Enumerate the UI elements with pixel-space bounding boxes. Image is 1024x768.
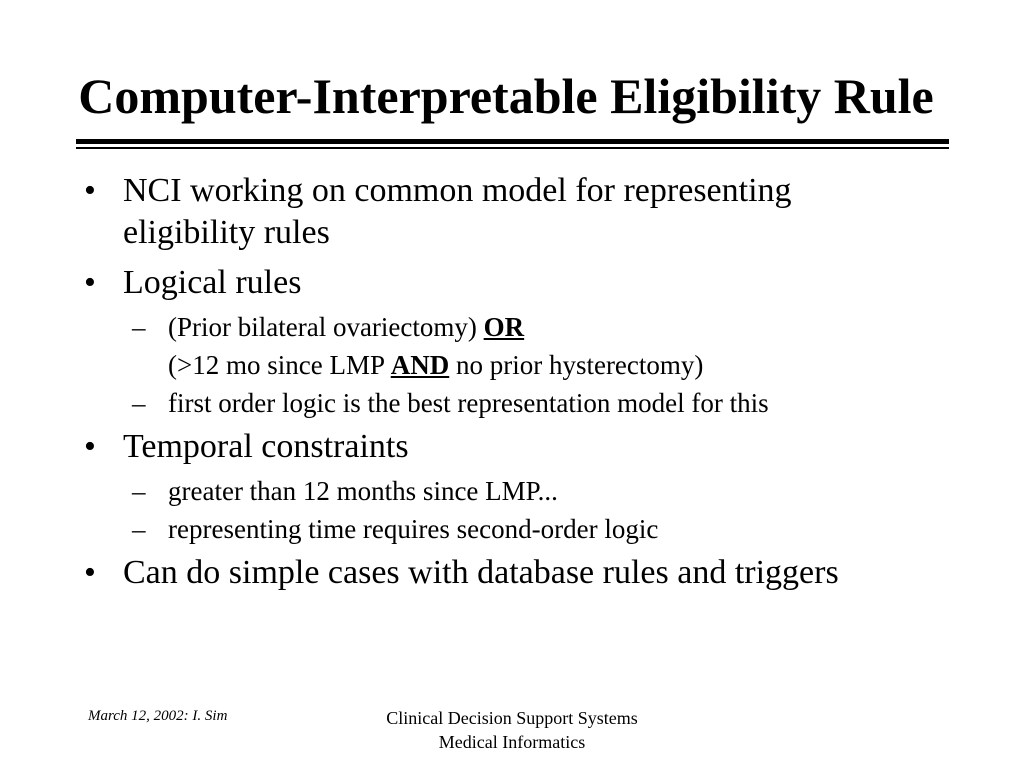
subbullet-text: representing time requires second-order logic <box>168 514 659 544</box>
bullet-nci-model <box>84 170 984 254</box>
title-divider-thick <box>76 139 949 144</box>
operator-and: AND <box>390 350 450 380</box>
bullet-marker: • <box>84 554 96 591</box>
subbullet-marker: – <box>132 388 146 418</box>
bullet-marker: • <box>84 428 96 465</box>
subbullet-ovariectomy-rule-continued <box>84 344 984 386</box>
subbullet-text: greater than 12 months since LMP... <box>168 476 558 506</box>
subbullet-text: no prior hysterectomy) <box>449 350 704 380</box>
bullet-text: Can do simple cases with database rules and triggers <box>123 554 839 591</box>
title-divider-thin <box>76 147 949 149</box>
footer-course <box>352 706 672 754</box>
operator-or: OR <box>483 312 525 342</box>
subbullet-twelve-months <box>84 470 984 512</box>
footer-date-author: March 12, 2002: I. Sim <box>88 708 228 724</box>
subbullet-marker: – <box>132 312 146 342</box>
footer-course-subtitle: Medical Informatics <box>438 732 586 752</box>
footer-course-title: Clinical Decision Support Systems <box>386 708 638 728</box>
subbullet-marker: – <box>132 476 146 506</box>
slide-title: Computer-Interpretable Eligibility Rule <box>78 68 934 124</box>
bullet-temporal-constraints <box>84 426 984 468</box>
subbullet-second-order-logic <box>84 508 984 550</box>
bullet-logical-rules <box>84 262 984 304</box>
subbullet-ovariectomy-rule <box>84 306 984 348</box>
bullet-text: Logical rules <box>123 264 302 301</box>
bullet-marker: • <box>84 172 96 209</box>
bullet-list <box>84 170 984 602</box>
subbullet-first-order-logic <box>84 382 984 424</box>
subbullet-text: (>12 mo since LMP <box>168 350 391 380</box>
bullet-text-continued: eligibility rules <box>123 214 330 251</box>
bullet-text: NCI working on common model for representing <box>123 172 792 209</box>
subbullet-marker: – <box>132 514 146 544</box>
subbullet-text: first order logic is the best representation model for this <box>168 388 769 418</box>
subbullet-text: (Prior bilateral ovariectomy) <box>168 312 484 342</box>
bullet-database-rules <box>84 552 984 594</box>
bullet-text: Temporal constraints <box>123 428 409 465</box>
bullet-marker: • <box>84 264 96 301</box>
